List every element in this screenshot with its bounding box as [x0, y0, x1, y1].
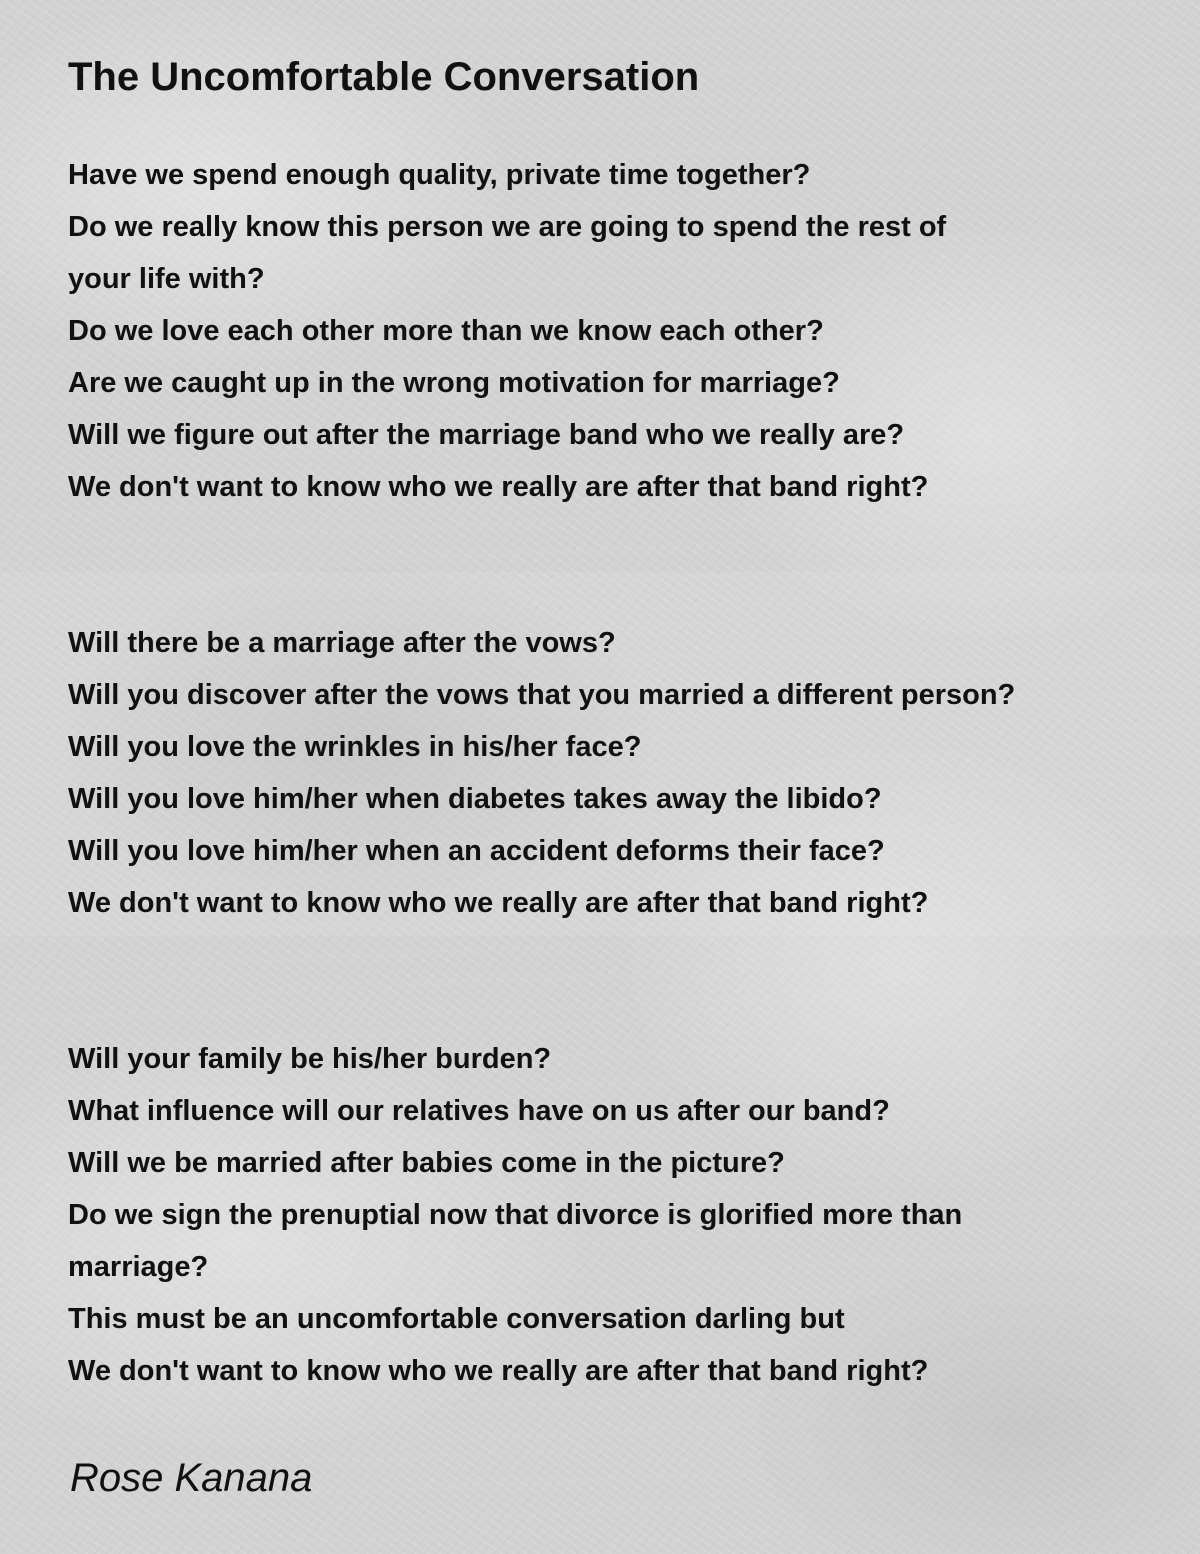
stanza-1 — [68, 149, 946, 513]
poem-line: Will you love him/her when diabetes takes away the libido? — [68, 783, 882, 815]
poem-line: We don't want to know who we really are after that band right? — [68, 887, 929, 919]
poem-author: Rose Kanana — [70, 1456, 313, 1500]
poem-line: Do we really know this person we are going to spend the rest of — [68, 211, 947, 243]
poem-line: We don't want to know who we really are after that band right? — [68, 1355, 929, 1387]
poem-line: your life with? — [68, 263, 265, 295]
poem-line: Will we figure out after the marriage band who we really are? — [68, 419, 905, 451]
poem-line: Will there be a marriage after the vows? — [68, 627, 616, 659]
poem-line: Do we love each other more than we know each other? — [68, 315, 824, 347]
poem-line: Will you love the wrinkles in his/her face? — [68, 731, 642, 763]
poem-line: Will you discover after the vows that you married a different person? — [68, 679, 1016, 711]
poem-title: The Uncomfortable Conversation — [68, 55, 700, 99]
poem-line: Will your family be his/her burden? — [68, 1043, 552, 1075]
poem-line: marriage? — [68, 1251, 209, 1283]
poem-line: Will we be married after babies come in the picture? — [68, 1147, 785, 1179]
stanza-3 — [68, 1033, 962, 1397]
poem-line: Are we caught up in the wrong motivation for marriage? — [68, 367, 840, 399]
stanza-2 — [68, 617, 1015, 929]
poem-line: We don't want to know who we really are after that band right? — [68, 471, 929, 503]
poem-line: Do we sign the prenuptial now that divorce is glorified more than — [68, 1199, 963, 1231]
poem-line: What influence will our relatives have on us after our band? — [68, 1095, 890, 1127]
poem-line: This must be an uncomfortable conversation darling but — [68, 1303, 845, 1335]
poem-line: Will you love him/her when an accident deforms their face? — [68, 835, 885, 867]
poem-line: Have we spend enough quality, private time together? — [68, 159, 811, 191]
